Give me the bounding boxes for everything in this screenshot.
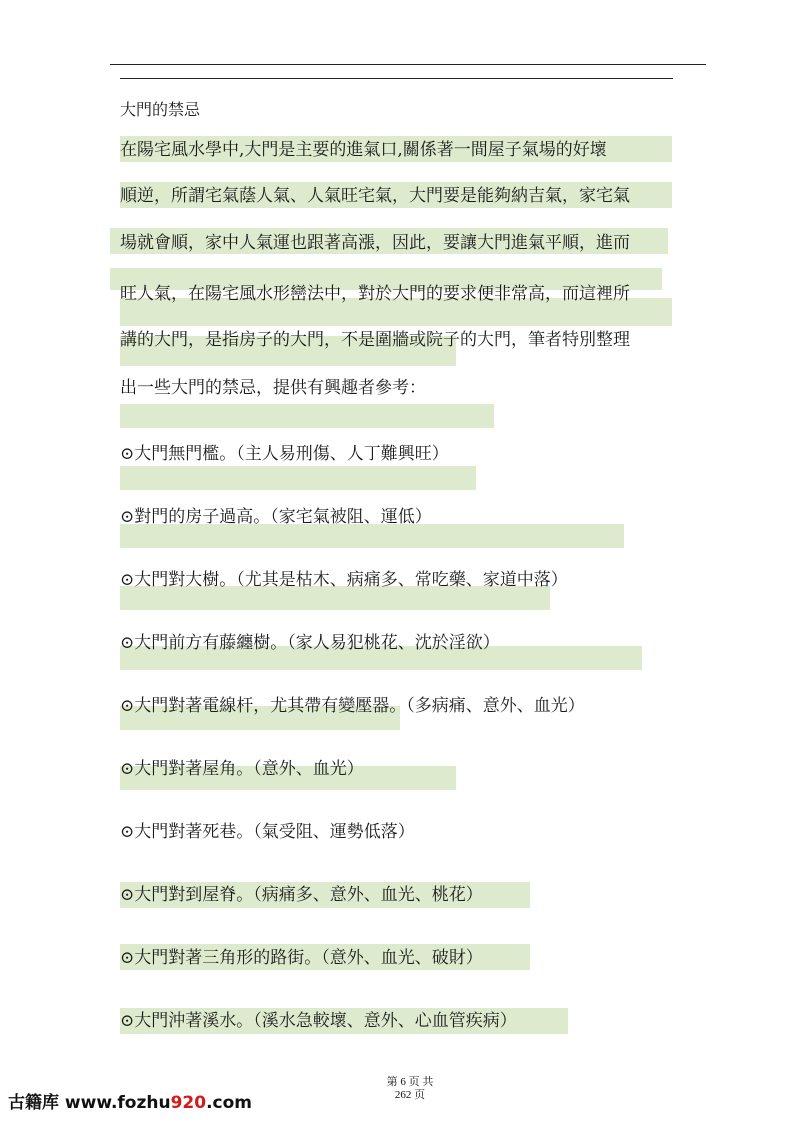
intro-line: 順逆，所謂宅氣蔭人氣、人氣旺宅氣，大門要是能夠納吉氣，家宅氣 <box>120 186 630 206</box>
site-watermark <box>8 1088 252 1113</box>
brand-number: 920 <box>170 1093 207 1113</box>
highlight-band <box>120 404 494 428</box>
taboo-item: ⊙大門對著電線杆，尤其帶有變壓器。（多病痛、意外、血光） <box>120 696 585 716</box>
brand-prefix: 古籍库 www.fozhu <box>8 1093 171 1113</box>
brand-suffix: .com <box>206 1093 253 1113</box>
intro-line: 旺人氣，在陽宅風水形巒法中，對於大門的要求便非常高，而這裡所 <box>120 284 630 304</box>
highlight-band <box>120 466 476 490</box>
taboo-item: ⊙大門前方有藤纏樹。（家人易犯桃花、沈於淫欲） <box>120 633 500 653</box>
page-indicator <box>360 1076 460 1102</box>
taboo-item: ⊙大門無門檻。（主人易刑傷、人丁難興旺） <box>120 444 449 464</box>
intro-line: 場就會順，家中人氣運也跟著高漲，因此，要讓大門進氣平順，進而 <box>120 233 630 253</box>
taboo-item: ⊙大門沖著溪水。（溪水急較壞、意外、心血管疾病） <box>120 1011 517 1031</box>
taboo-item: ⊙大門對著屋角。（意外、血光） <box>120 759 364 779</box>
page-indicator-line1: 第 6 页 共 <box>386 1076 434 1088</box>
taboo-item: ⊙大門對著三角形的路街。（意外、血光、破財） <box>120 948 483 968</box>
page-indicator-line2: 262 页 <box>394 1089 426 1101</box>
taboo-item: ⊙大門對大樹。（尤其是枯木、病痛多、常吃藥、家道中落） <box>120 570 568 590</box>
taboo-item: ⊙大門對到屋脊。（病痛多、意外、血光、桃花） <box>120 885 483 905</box>
highlight-band <box>120 524 624 548</box>
header-rule-top <box>110 64 706 65</box>
intro-line: 講的大門，是指房子的大門，不是圍牆或院子的大門，筆者特別整理 <box>120 330 630 350</box>
taboo-item: ⊙對門的房子過高。（家宅氣被阻、運低） <box>120 507 432 527</box>
intro-line: 出一些大門的禁忌，提供有興趣者參考： <box>120 378 426 398</box>
taboo-item: ⊙大門對著死巷。（氣受阻、運勢低落） <box>120 822 415 842</box>
section-heading: 大門的禁忌 <box>120 100 201 119</box>
header-rule-bottom <box>120 78 673 79</box>
intro-line: 在陽宅風水學中,大門是主要的進氣口,關係著一間屋子氣場的好壞 <box>120 140 607 160</box>
